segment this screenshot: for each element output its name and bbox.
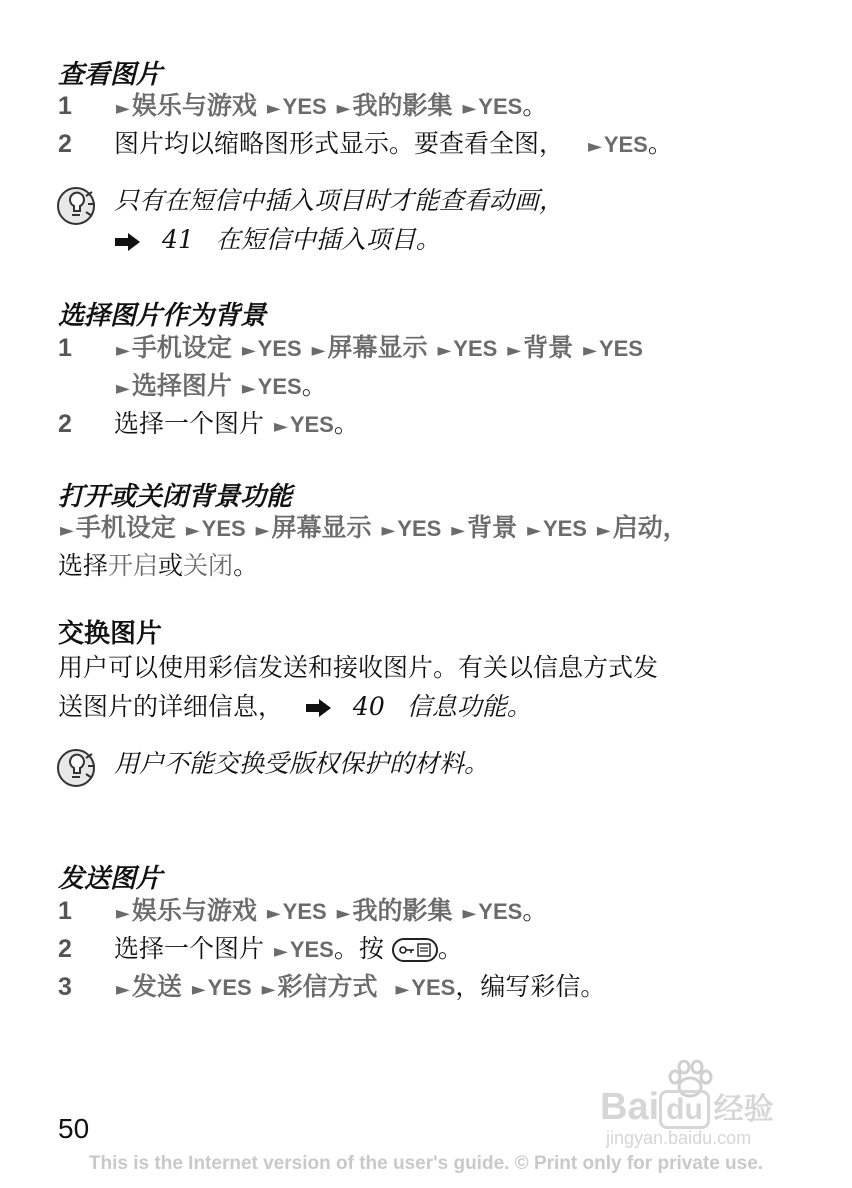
section-title-exchange-pictures: 交换图片	[58, 619, 163, 649]
arrow-right-icon: ►	[185, 520, 200, 541]
tip-text: 用户不能交换受版权保护的材料。	[114, 749, 490, 778]
arrow-right-icon: ►	[255, 520, 270, 541]
arrow-right-icon: ►	[273, 416, 288, 437]
menu-item: 背景	[467, 513, 518, 542]
page-footer: This is the Internet version of the user's guide. © Print only for private use.	[88, 1153, 764, 1174]
page-ref-number: 41	[161, 225, 194, 254]
arrow-right-icon: ►	[596, 520, 611, 541]
exchange-paragraph-line2	[58, 689, 532, 725]
arrow-right-icon: ►	[116, 378, 130, 399]
section-title-toggle-wallpaper: 打开或关闭背景功能	[58, 482, 293, 512]
step-text: ，编写彩信。	[455, 972, 606, 1001]
tip-icon	[56, 184, 100, 228]
menu-item: 手机设定	[131, 333, 232, 362]
menu-item: 发送	[131, 972, 182, 1001]
punct: 。	[301, 371, 327, 400]
page-ref-number: 40	[352, 692, 385, 721]
menu-item: 屏幕显示	[327, 333, 428, 362]
step-number: 2	[58, 130, 72, 158]
arrow-right-icon: ►	[527, 520, 541, 541]
arrow-right-icon: ►	[273, 941, 288, 962]
punct: 。	[647, 129, 673, 158]
step-send-3	[114, 969, 605, 1008]
brand-jingyan: 经验	[713, 1093, 774, 1126]
see-page-arrow-icon	[114, 233, 140, 251]
step-text: 选择一个图片	[114, 409, 265, 438]
see-page-arrow-icon	[305, 699, 331, 717]
arrow-right-icon: ►	[60, 520, 74, 541]
yes-key: YES	[201, 516, 246, 541]
yes-key: YES	[289, 412, 334, 437]
step-number: 2	[58, 410, 72, 438]
brand-bai: Bai	[600, 1086, 660, 1128]
menu-item: 选择图片	[131, 371, 232, 400]
yes-key: YES	[411, 975, 456, 1000]
step-send-1	[114, 893, 547, 932]
arrow-right-icon: ►	[381, 520, 396, 541]
watermark-url: jingyan.baidu.com	[606, 1128, 752, 1148]
tip-icon	[56, 746, 100, 790]
toggle-wallpaper-path	[58, 510, 688, 549]
step-text: 选择一个图片	[114, 934, 265, 963]
punct: 。	[522, 91, 548, 120]
yes-key: YES	[282, 94, 327, 119]
step-number: 1	[58, 334, 72, 362]
arrow-right-icon: ►	[507, 340, 522, 361]
arrow-right-icon: ►	[116, 979, 130, 1000]
yes-key: YES	[478, 899, 523, 924]
punct: 。	[437, 934, 463, 963]
menu-item: 我的影集	[352, 896, 453, 925]
arrow-right-icon: ►	[462, 98, 477, 119]
step-number: 2	[58, 935, 72, 963]
step-view-1	[114, 88, 547, 127]
arrow-right-icon: ►	[261, 979, 276, 1000]
arrow-right-icon: ►	[395, 979, 410, 1000]
yes-key: YES	[603, 132, 648, 157]
arrow-right-icon: ►	[241, 378, 256, 399]
tip-reference	[114, 220, 441, 256]
text: 选择	[58, 551, 109, 580]
menu-item: 屏幕显示	[271, 513, 372, 542]
menu-item: 娱乐与游戏	[131, 91, 257, 120]
punct: 。	[233, 551, 259, 580]
step-text: 。按	[333, 934, 384, 963]
arrow-right-icon: ►	[116, 98, 130, 119]
section-title-send-pictures: 发送图片	[58, 864, 163, 894]
yes-key: YES	[453, 336, 498, 361]
punct: 。	[333, 409, 359, 438]
menu-item: 彩信方式	[277, 972, 378, 1001]
step-wallpaper-1	[114, 330, 643, 369]
arrow-right-icon: ►	[451, 520, 466, 541]
yes-key: YES	[542, 516, 587, 541]
options-key-icon	[392, 938, 438, 962]
baidu-watermark	[580, 1060, 810, 1156]
step-number: 1	[58, 92, 72, 120]
brand-du: du	[659, 1090, 710, 1129]
step-text: 图片均以缩略图形式显示。要查看全图，	[114, 129, 565, 158]
watermark-brand	[600, 1084, 774, 1129]
step-number: 3	[58, 973, 72, 1001]
menu-item: 手机设定	[75, 513, 176, 542]
yes-key: YES	[207, 975, 252, 1000]
arrow-right-icon: ►	[587, 136, 602, 157]
menu-item: 启动，	[612, 513, 688, 542]
step-wallpaper-1-cont	[114, 368, 327, 407]
yes-key: YES	[598, 336, 643, 361]
text: 或	[158, 551, 184, 580]
yes-key: YES	[257, 336, 302, 361]
arrow-right-icon: ►	[191, 979, 206, 1000]
option-off: 关闭	[183, 551, 234, 580]
arrow-right-icon: ►	[116, 340, 130, 361]
menu-item: 背景	[523, 333, 574, 362]
arrow-right-icon: ►	[437, 340, 452, 361]
yes-key: YES	[397, 516, 442, 541]
arrow-right-icon: ►	[336, 903, 351, 924]
menu-item: 我的影集	[352, 91, 453, 120]
menu-item: 娱乐与游戏	[131, 896, 257, 925]
section-title-view-pictures: 查看图片	[58, 60, 163, 90]
toggle-wallpaper-options	[58, 548, 258, 584]
tip-text: 只有在短信中插入项目时才能查看动画，	[114, 186, 565, 215]
arrow-right-icon: ►	[462, 903, 477, 924]
yes-key: YES	[289, 937, 334, 962]
arrow-right-icon: ►	[266, 903, 281, 924]
exchange-paragraph-line1: 用户可以使用彩信发送和接收图片。有关以信息方式发	[58, 653, 659, 682]
page-ref-title: 信息功能。	[406, 692, 532, 721]
step-view-2	[114, 126, 673, 165]
option-on: 开启	[108, 551, 159, 580]
arrow-right-icon: ►	[336, 98, 351, 119]
yes-key: YES	[282, 899, 327, 924]
page-ref-title: 在短信中插入项目。	[215, 225, 441, 254]
arrow-right-icon: ►	[116, 903, 130, 924]
arrow-right-icon: ►	[241, 340, 256, 361]
arrow-right-icon: ►	[266, 98, 281, 119]
page-number: 50	[58, 1113, 90, 1144]
yes-key: YES	[257, 374, 302, 399]
step-send-2	[114, 931, 463, 970]
yes-key: YES	[478, 94, 523, 119]
paragraph-text: 送图片的详细信息，	[58, 692, 284, 721]
section-title-set-wallpaper: 选择图片作为背景	[58, 301, 267, 331]
arrow-right-icon: ►	[311, 340, 326, 361]
punct: 。	[522, 896, 548, 925]
arrow-right-icon: ►	[583, 340, 597, 361]
step-wallpaper-2	[114, 406, 359, 445]
step-number: 1	[58, 897, 72, 925]
